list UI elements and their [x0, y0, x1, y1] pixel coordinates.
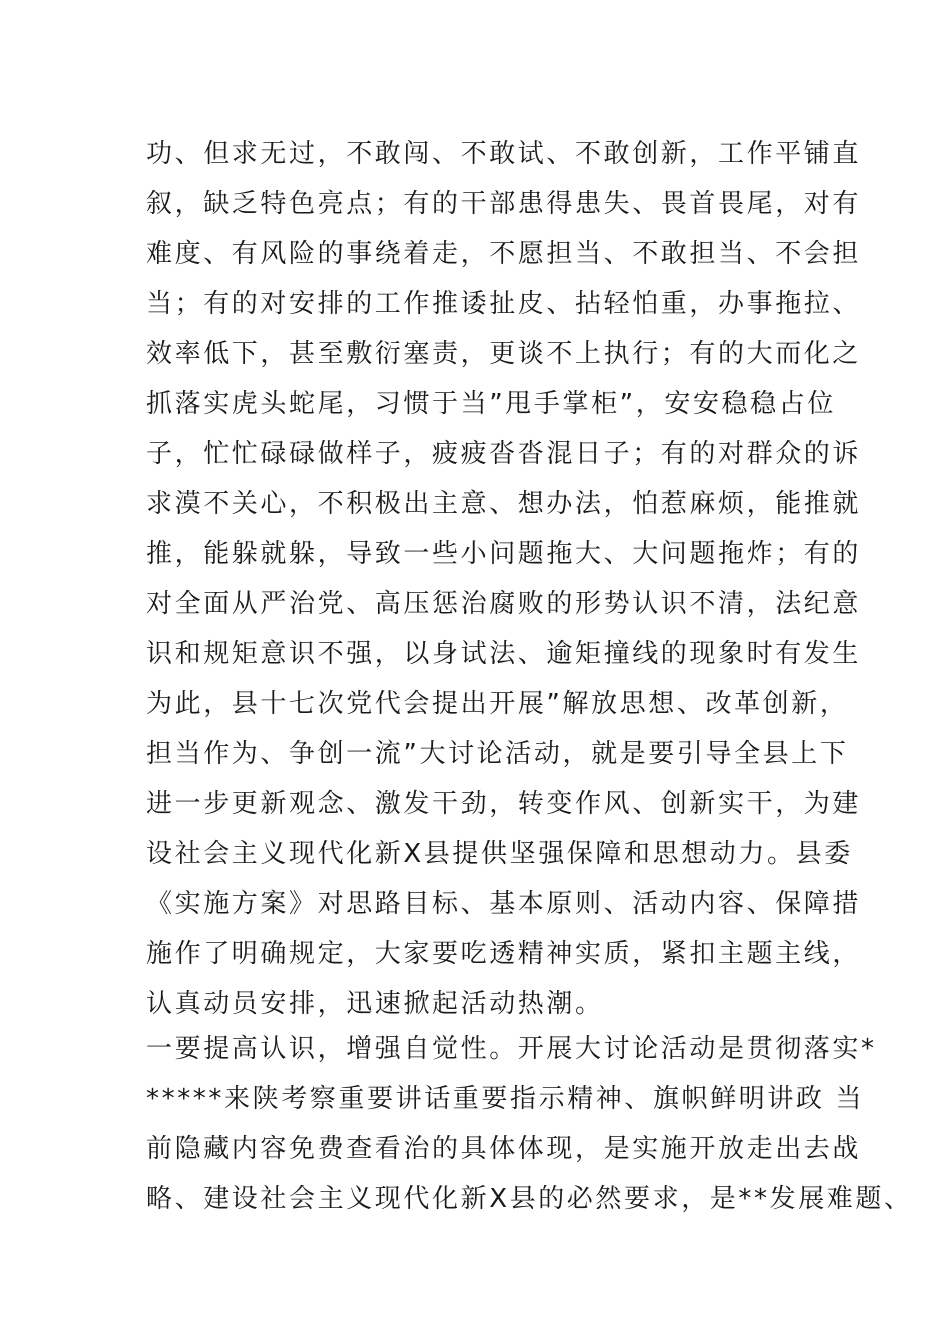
- text-line: 识和规矩意识不强，以身试法、逾矩撞线的现象时有发生: [146, 639, 862, 669]
- text-line: 略、建设社会主义现代化新X县的必然要求，是**发展难题、: [146, 1184, 913, 1214]
- text-line: 效率低下，甚至敷衍塞责，更谈不上执行；有的大而化之: [146, 339, 862, 369]
- text-line: 前隐藏内容免费查看治的具体体现，是实施开放走出去战: [146, 1134, 862, 1164]
- text-line: 施作了明确规定，大家要吃透精神实质，紧扣主题主线，: [146, 939, 862, 969]
- text-line: 《实施方案》对思路目标、基本原则、活动内容、保障措: [146, 889, 862, 919]
- text-line: 功、但求无过，不敢闯、不敢试、不敢创新，工作平铺直: [146, 139, 862, 169]
- text-line: 认真动员安排，迅速掀起活动热潮。: [146, 989, 604, 1019]
- text-line: 子，忙忙碌碌做样子，疲疲沓沓混日子；有的对群众的诉: [146, 439, 862, 469]
- text-line: *****来陕考察重要讲话重要指示精神、旗帜鲜明讲政 当: [146, 1084, 865, 1114]
- text-line: 进一步更新观念、激发干劲，转变作风、创新实干，为建: [146, 789, 862, 819]
- text-line: 难度、有风险的事绕着走，不愿担当、不敢担当、不会担: [146, 239, 862, 269]
- text-line: 为此，县十七次党代会提出开展”解放思想、改革创新，: [146, 689, 849, 719]
- text-line: 当；有的对安排的工作推诿扯皮、拈轻怕重，办事拖拉、: [146, 289, 862, 319]
- text-line: 求漠不关心，不积极出主意、想办法，怕惹麻烦，能推就: [146, 489, 862, 519]
- text-line: 叙，缺乏特色亮点；有的干部患得患失、畏首畏尾，对有: [146, 189, 862, 219]
- text-line: 设社会主义现代化新X县提供坚强保障和思想动力。县委: [146, 839, 853, 869]
- text-line: 担当作为、争创一流”大讨论活动，就是要引导全县上下: [146, 739, 849, 769]
- text-line: 抓落实虎头蛇尾，习惯于当”甩手掌柜”，安安稳稳占位: [146, 389, 836, 419]
- text-line: 对全面从严治党、高压惩治腐败的形势认识不清，法纪意: [146, 589, 862, 619]
- text-line: 推，能躲就躲，导致一些小问题拖大、大问题拖炸；有的: [146, 539, 862, 569]
- text-line: 一要提高认识，增强自觉性。开展大讨论活动是贯彻落实*: [146, 1034, 877, 1064]
